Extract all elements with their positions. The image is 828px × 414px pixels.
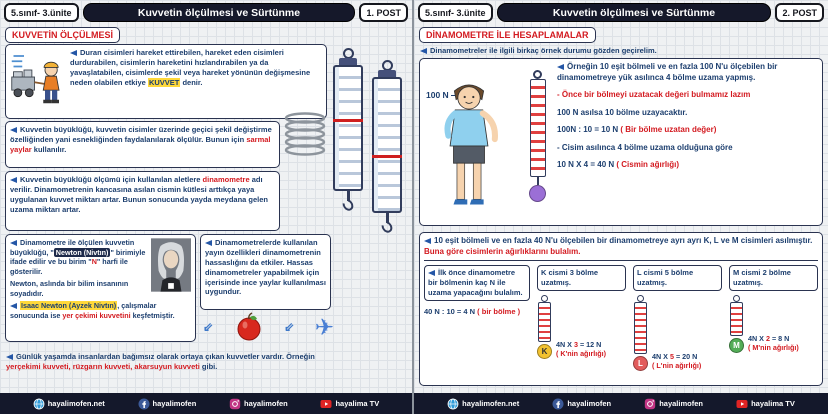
bullet-arrow-icon <box>10 177 17 183</box>
sarmal-yaylar-highlight: sarmal yaylar <box>10 134 271 154</box>
step-formula: 40 N : 10 = 4 N ( bir bölme ) <box>424 306 521 316</box>
item-formula-L: 4N X 5 = 20 N ( L'nin ağırlığı) <box>652 351 702 371</box>
footer-label: hayalimofen <box>567 399 612 408</box>
footer-item-facebook <box>138 398 197 410</box>
bullet-arrow-icon <box>6 354 13 360</box>
youtube-icon <box>320 398 332 410</box>
boy-illustration <box>426 76 512 216</box>
instagram-icon <box>644 398 656 410</box>
footer-label: hayalima TV <box>751 399 795 408</box>
kuvvet-text-c: denir. <box>180 77 203 87</box>
spring-illustration <box>282 112 328 158</box>
newton-surname-paragraph: Newton, aslında bir bilim insanının soyadıdır. <box>10 279 129 298</box>
newton-unit-paragraph: Dinamometre ile ölçülen kuvvetin büyüklüğü, " Newton (Nivtın) " birimiyle ifade edilir ve bu birim "N" harfi ile gösterilir. <box>10 238 146 276</box>
newton-portrait <box>151 238 191 292</box>
example2-goal-highlight: Buna göre cisimlerin ağırlıklarını bulalım. <box>424 246 581 256</box>
hassaslik-text: Dinamometrelerde kullanılan yayın özellikleri dinamometrenin hassaslığını da etkiler. Hassas dinamometreler yapabilmek için içerisinde ince yaylar kullanılması uygundur. <box>205 238 326 297</box>
example1-box <box>419 58 823 226</box>
footer-label: hayalima TV <box>335 399 380 408</box>
dynamometer-left <box>333 48 363 233</box>
step-column <box>424 265 530 371</box>
bullet-arrow-icon <box>10 127 17 133</box>
dinamometre-box <box>5 171 280 231</box>
kuvvet-text-a: Duran cisimleri hareket ettirebilen, hareket eden cisimleri durdurabilen, cisimlerin hareketini hızlandırabilen ya da yavaşlatabilen, cisimlerde şekil veya hareket yönünün değişmesine neden olabilen etkiye <box>70 48 311 87</box>
facebook-icon <box>552 398 564 410</box>
esneklik-text-a: Kuvvetin büyüklüğü, kuvvetin cisimler üzerinde geçici şekil değiştirme özelliğinden yani esnekliğinden faydalanılarak ölçülür. Bunun için <box>10 125 272 144</box>
example2-intro: 10 eşit bölmeli ve en fazla 40 N'u ölçebilen bir dinamometreye ayrı ayrı K, L ve M cisimleri asılmıştır. Buna göre cisimlerin ağırlıklarını bulalım. <box>424 236 813 256</box>
step-text-box: İlk önce dinamometre bir bölmenin kaç N ile uzama yapacağını bulalım. <box>424 265 530 301</box>
weight-ball-M: M <box>729 338 744 353</box>
falling-arrow-icon: ⇙ <box>203 320 214 334</box>
worker-illustration <box>10 48 66 106</box>
bullet-arrow-icon <box>557 64 564 70</box>
apple-icon <box>234 312 264 342</box>
footer-label: hayalimofen <box>243 399 288 408</box>
grade-badge: 5.sınıf- 3.ünite <box>4 3 79 22</box>
bullet-arrow-icon <box>10 303 17 309</box>
dynamometer-right <box>372 60 402 233</box>
footer-label: hayalimofen.net <box>47 399 105 408</box>
dynamometer-illustration <box>333 48 402 233</box>
item-desc: L cismi 5 bölme uzatmış. <box>633 265 722 291</box>
section-title-olculmesi: KUVVETİN ÖLÇÜLMESİ <box>5 27 120 43</box>
example1-formula2: 10 N X 4 = 40 N ( Cismin ağırlığı) <box>557 160 680 170</box>
post2-header <box>418 3 824 22</box>
post1-header <box>4 3 408 22</box>
dinamometre-highlight: dinamometre <box>202 175 250 184</box>
weight-ball-L: L <box>633 356 648 371</box>
globe-icon <box>33 398 45 410</box>
dynamometer-hook-icon <box>340 197 355 213</box>
example1-formula1: 100N : 10 = 10 N ( Bir bölme uzatan değer) <box>557 125 717 135</box>
footer-item-youtube <box>320 398 379 410</box>
max-force-label: 100 N <box>426 90 461 100</box>
footer-item-instagram <box>644 398 703 410</box>
small-dynamometer-L <box>633 295 648 371</box>
item-formula-M: 4N X 2 = 8 N ( M'nin ağırlığı) <box>748 333 799 353</box>
youtube-icon <box>736 398 748 410</box>
bullet-arrow-icon <box>428 270 435 276</box>
dynamometer-item-L <box>633 265 722 371</box>
small-dynamometer-K <box>537 295 552 359</box>
dynamometer-hook-icon <box>379 219 394 235</box>
natural-forces-highlight: yerçekimi kuvveti, rüzgarın kuvveti, akarsuyun kuvveti <box>6 361 200 371</box>
footer-item-youtube <box>736 398 795 410</box>
example1-line5: - Cisim asılınca 4 bölme uzama olduğuna göre <box>557 142 733 152</box>
bullet-arrow-icon <box>420 48 427 54</box>
n-letter-highlight: N <box>91 257 97 266</box>
weight-ball-K: K <box>537 344 552 359</box>
striped-dynamometer <box>529 70 546 202</box>
kuvvet-highlight: KUVVET <box>148 77 180 87</box>
footer-item-website <box>447 398 519 410</box>
footer-item-facebook <box>552 398 611 410</box>
divider-line <box>424 260 818 261</box>
section-title-hesaplamalar: DİNAMOMETRE İLE HESAPLAMALAR <box>419 27 596 43</box>
footer-label: hayalimofen <box>659 399 703 408</box>
post-number-badge: 1. POST <box>359 3 408 22</box>
page-title: Kuvvetin ölçülmesi ve Sürtünme <box>497 3 772 22</box>
example1-line1: Örneğin 10 eşit bölmeli ve en fazla 100 N'u ölçebilen bir dinamometreye yük asılınca 4 bölme uzama yapmış. <box>557 62 778 82</box>
bullet-arrow-icon <box>205 240 212 246</box>
example1-line2: - Önce bir bölmeyi uzatacak değeri bulmamız lazım <box>557 90 751 100</box>
hassaslik-box <box>200 234 331 310</box>
post2-page <box>414 0 828 414</box>
isaac-newton-paragraph: Isaac Newton (Ayzek Nivtın), çalışmalar sonucunda ise yer çekimi kuvvetini keşfetmiştir. <box>10 301 175 320</box>
footer-bar <box>414 393 828 414</box>
example2-columns <box>424 265 818 371</box>
esneklik-box <box>5 121 280 168</box>
footer-label: hayalimofen <box>152 399 197 408</box>
gunluk-yasam-paragraph: Günlük yaşamda insanlardan bağımsız olarak ortaya çıkan kuvvetler vardır. Örneğin yerçekimi kuvveti, rüzgarın kuvveti, akarsuyun kuvveti gibi. <box>6 352 315 371</box>
post-number-badge: 2. POST <box>775 3 824 22</box>
dynamometer-pointer <box>333 119 363 122</box>
example1-illustration <box>424 62 552 222</box>
dinamometre-text-a: Kuvvetin büyüklüğü ölçümü için kullanılan aletlere <box>20 175 203 184</box>
footer-item-instagram <box>229 398 288 410</box>
page-title: Kuvvetin ölçülmesi ve Sürtünme <box>83 3 356 22</box>
footer-label: hayalimofen.net <box>462 399 520 408</box>
esneklik-text-c: kullanılır. <box>31 144 67 154</box>
gravity-highlight: yer çekimi kuvvetini <box>62 310 131 320</box>
dynamometer-item-M <box>729 265 818 371</box>
bullet-arrow-icon <box>10 240 17 246</box>
falling-arrow-icon: ⇙ <box>284 320 295 334</box>
newton-nivtin-highlight: Newton (Nivtın) <box>55 247 109 257</box>
footer-bar <box>0 393 412 414</box>
globe-icon <box>447 398 459 410</box>
isaac-newton-highlight: Isaac Newton (Ayzek Nivtın) <box>21 301 117 310</box>
footer-item-website <box>33 398 105 410</box>
bullet-arrow-icon <box>70 50 77 56</box>
intro-line: Dinamometreler ile ilgili birkaç örnek durumu gözden geçirelim. <box>420 46 820 56</box>
small-dynamometer-M <box>729 295 744 353</box>
facebook-icon <box>138 398 150 410</box>
example1-text-column <box>557 62 818 222</box>
airplane-icon: ✈ <box>314 313 334 340</box>
weight-ball <box>529 185 546 202</box>
item-desc: M cismi 2 bölme uzatmış. <box>729 265 818 291</box>
dynamometer-item-K <box>537 265 626 371</box>
bullet-arrow-icon <box>424 238 431 244</box>
newton-box <box>5 234 196 342</box>
example1-line3: 100 N asılsa 10 bölme uzayacaktır. <box>557 107 688 117</box>
item-formula-K: 4N X 3 = 12 N ( K'nin ağırlığı) <box>556 339 607 359</box>
examples-illustration-row <box>200 312 337 342</box>
dinamometre-text-c: adı verilir. Dinamometrenin kancasına asılan cismin kütlesi arttıkça yaya uygulanan kuvvet miktarı artar. Bunun sonucunda yayda meydana gelen uzama miktarı artar. <box>10 175 268 214</box>
example2-box <box>419 232 823 386</box>
grade-badge: 5.sınıf- 3.ünite <box>418 3 493 22</box>
kuvvet-definition-box <box>5 44 327 119</box>
item-desc: K cismi 3 bölme uzatmış. <box>537 265 626 291</box>
instagram-icon <box>229 398 241 410</box>
